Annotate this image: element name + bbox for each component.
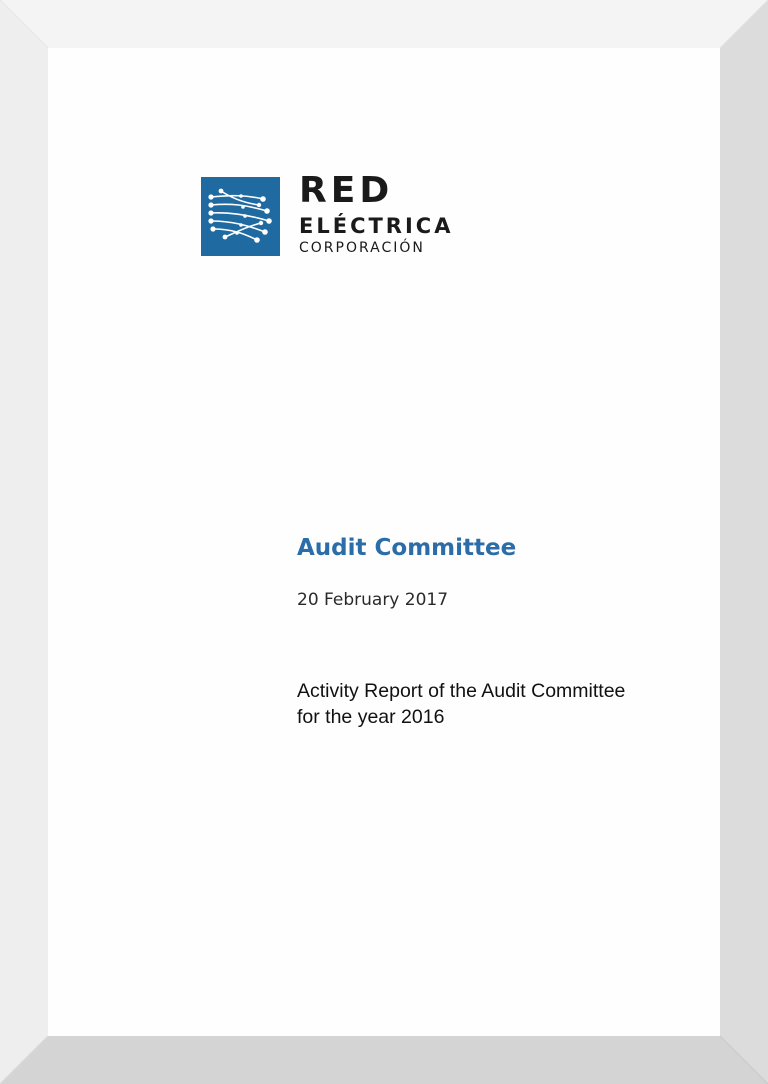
subtitle-line-1: Activity Report of the Audit Committee <box>297 680 626 702</box>
bevel-left <box>0 0 48 1084</box>
bevel-top <box>0 0 768 48</box>
document-date: 20 February 2017 <box>297 590 449 610</box>
document-subtitle <box>297 678 717 730</box>
logo-line-corporacion: CORPORACIÓN <box>299 240 425 256</box>
bevel-bottom <box>0 1036 768 1084</box>
subtitle-line-2: for the year 2016 <box>297 706 445 728</box>
company-logo <box>201 170 471 259</box>
network-logo-icon <box>201 177 280 256</box>
bevel-right <box>720 0 768 1084</box>
logo-line-red: RED <box>299 170 394 211</box>
logo-line-electrica: ELÉCTRICA <box>299 214 454 238</box>
document-title: Audit Committee <box>297 535 517 561</box>
